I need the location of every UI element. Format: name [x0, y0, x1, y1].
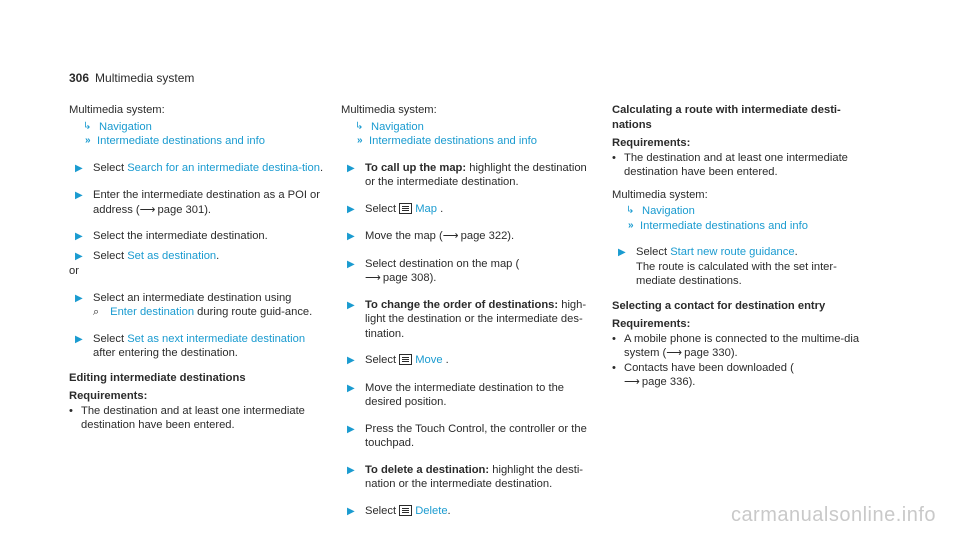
step-text: Press the Touch Control, the controller or the touchpad. [365, 422, 587, 449]
step [341, 422, 599, 451]
menu-map[interactable]: Map [415, 202, 437, 215]
double-chevron-icon: » [85, 135, 91, 146]
page-number: 306 [69, 71, 90, 85]
step [69, 332, 327, 361]
requirement-text: Contacts have been downloaded ( [624, 361, 794, 374]
menu-move[interactable]: Move [415, 354, 443, 366]
step-arrow-icon: ▶ [75, 292, 83, 304]
requirement-text: The destination and at least one intermediate destination have been entered. [81, 404, 305, 431]
step-text: ). [429, 272, 437, 284]
requirement-text: The destination and at least one intermediate destination have been entered. [624, 151, 848, 178]
requirements-label: Requirements: [69, 390, 148, 402]
requirements-label: Requirements: [612, 318, 691, 330]
menu-set-next-intermediate[interactable]: Set as next intermediate destination [127, 332, 306, 345]
step [341, 381, 599, 410]
section-heading: Selecting a contact for destination entry [612, 299, 826, 312]
step [69, 249, 327, 265]
step [69, 291, 327, 320]
step-arrow-icon: ▶ [75, 231, 83, 242]
step-text: high-light the destination or the intermediate des-tination. [365, 298, 587, 340]
step [69, 229, 327, 245]
section-title: Multimedia system [95, 71, 195, 85]
step [341, 257, 599, 286]
step-arrow-icon: ▶ [347, 382, 355, 394]
search-icon: ⌕ [93, 306, 100, 318]
return-arrow-icon: ↳ [626, 205, 635, 216]
step-text: Select the intermediate destination. [93, 230, 268, 242]
step-bold-text: To call up the map: [365, 161, 467, 174]
step [341, 161, 599, 190]
double-chevron-icon: » [628, 219, 634, 231]
step-text: Move the map ( [365, 230, 443, 242]
section-heading: Editing intermediate destinations [69, 371, 246, 384]
step-text: ). [507, 230, 515, 242]
nav-path [341, 120, 599, 149]
step-arrow-icon: ▶ [347, 231, 355, 242]
nav-intermediate-info[interactable]: Intermediate destinations and info [97, 135, 265, 147]
step-arrow-icon: ▶ [347, 299, 355, 311]
step-arrow-icon: ▶ [618, 247, 626, 258]
step-text: . [320, 161, 324, 174]
column-2 [341, 103, 599, 519]
return-arrow-icon: ↳ [355, 120, 364, 132]
page-ref-arrow-icon: ⟶ [624, 376, 639, 388]
requirement-text: A mobile phone is connected to the multime-dia system ( [624, 332, 860, 359]
menu-set-as-destination[interactable]: Set as destination [127, 249, 217, 262]
step-bold-text: To delete a destination: [365, 463, 490, 476]
nav-path [612, 204, 870, 233]
requirement-item [612, 332, 870, 361]
step-text: highlight the desti-nation or the intermediate destination. [365, 463, 584, 490]
column-1 [69, 103, 327, 433]
menu-start-new-route[interactable]: Start new route guidance [670, 246, 795, 258]
menu-icon [399, 354, 412, 365]
step-text: after entering the destination. [93, 347, 238, 359]
step-text: Select an intermediate destination using [93, 291, 292, 304]
step [69, 188, 327, 217]
step-arrow-icon: ▶ [347, 505, 355, 517]
requirement-item [612, 151, 870, 180]
mm-system-label: Multimedia system: [612, 188, 708, 201]
step-arrow-icon: ▶ [75, 250, 83, 262]
section-heading: Calculating a route with intermediate desti-nations [612, 104, 841, 131]
step-text: . [442, 354, 449, 366]
nav-intermediate-info[interactable]: Intermediate destinations and info [369, 135, 537, 147]
column-3 [612, 103, 870, 390]
step-text: . [216, 249, 220, 262]
step-text: Select [93, 332, 128, 345]
double-chevron-icon: » [357, 135, 363, 146]
requirements-label: Requirements: [612, 137, 691, 149]
nav-intermediate-info[interactable]: Intermediate destinations and info [640, 219, 808, 232]
step-arrow-icon: ▶ [75, 333, 83, 345]
step-result-text: The route is calculated with the set inter-mediate destinations. [636, 260, 837, 287]
step-text: ). [204, 203, 212, 216]
step-text: Select [93, 249, 128, 262]
step-text: Select [636, 246, 671, 258]
step [341, 202, 599, 218]
requirement-item [69, 404, 327, 433]
page-ref-arrow-icon: ⟶ [666, 347, 682, 359]
page-ref-arrow-icon: ⟶ [442, 230, 458, 242]
requirement-item [612, 361, 870, 390]
nav-navigation[interactable]: Navigation [642, 205, 695, 217]
step-arrow-icon: ▶ [347, 258, 355, 270]
menu-enter-destination[interactable]: Enter destination [110, 306, 195, 318]
menu-icon [399, 505, 412, 516]
requirement-text: ). [688, 376, 696, 388]
step-arrow-icon: ▶ [347, 423, 355, 435]
step-text: highlight the destination or the intermediate destination. [365, 161, 587, 188]
step-text: Select [365, 354, 400, 366]
or-text: or [69, 265, 79, 277]
bullet-icon: • [612, 332, 616, 345]
page-ref[interactable]: page 330 [684, 347, 731, 359]
bullet-icon: • [612, 361, 616, 374]
step-bold-text: To change the order of destinations: [365, 298, 559, 311]
step-text: . [447, 504, 451, 517]
mm-system-label: Multimedia system: [69, 104, 165, 116]
step [341, 463, 599, 492]
page-ref-arrow-icon: ⟶ [139, 203, 155, 216]
watermark: carmanualsonline.info [730, 504, 936, 526]
step-arrow-icon: ▶ [347, 464, 355, 476]
step-text: Enter the intermediate destination as a POI or address ( [93, 189, 320, 216]
step [341, 298, 599, 342]
step-arrow-icon: ▶ [75, 162, 83, 174]
page-ref[interactable]: page 301 [157, 203, 205, 216]
step-arrow-icon: ▶ [347, 162, 355, 174]
bullet-icon: • [612, 151, 616, 164]
menu-icon [399, 203, 412, 214]
step-text: during route guid-ance. [194, 306, 313, 318]
step-arrow-icon: ▶ [347, 355, 355, 366]
page-ref-arrow-icon: ⟶ [365, 272, 380, 284]
step [69, 161, 327, 177]
return-arrow-icon: ↳ [83, 120, 92, 132]
nav-path [69, 120, 327, 149]
step [612, 245, 870, 289]
step [341, 353, 599, 369]
menu-delete[interactable]: Delete [415, 504, 448, 517]
nav-navigation[interactable]: Navigation [371, 120, 424, 133]
step-text: Select [365, 504, 400, 517]
step-text: . [794, 246, 798, 258]
step-text: . [436, 202, 444, 215]
mm-system-label: Multimedia system: [341, 104, 437, 116]
step-arrow-icon: ▶ [75, 190, 83, 201]
page-ref[interactable]: page 336 [641, 376, 689, 388]
requirement-text: ). [730, 347, 738, 359]
step-text: Select [93, 161, 128, 174]
nav-navigation[interactable]: Navigation [99, 120, 152, 133]
page-ref[interactable]: page 308 [382, 272, 430, 284]
step-text: Select [365, 202, 400, 215]
step-text: Move the intermediate destination to the desired position. [365, 381, 565, 408]
bullet-icon: • [69, 404, 73, 417]
step-text: Select destination on the map ( [365, 257, 520, 270]
menu-search-intermediate[interactable]: Search for an intermediate destina-tion [127, 161, 320, 174]
page-header [69, 71, 194, 85]
page-ref[interactable]: page 322 [460, 230, 508, 242]
step [341, 504, 599, 520]
step [341, 229, 599, 245]
step-arrow-icon: ▶ [347, 203, 355, 215]
